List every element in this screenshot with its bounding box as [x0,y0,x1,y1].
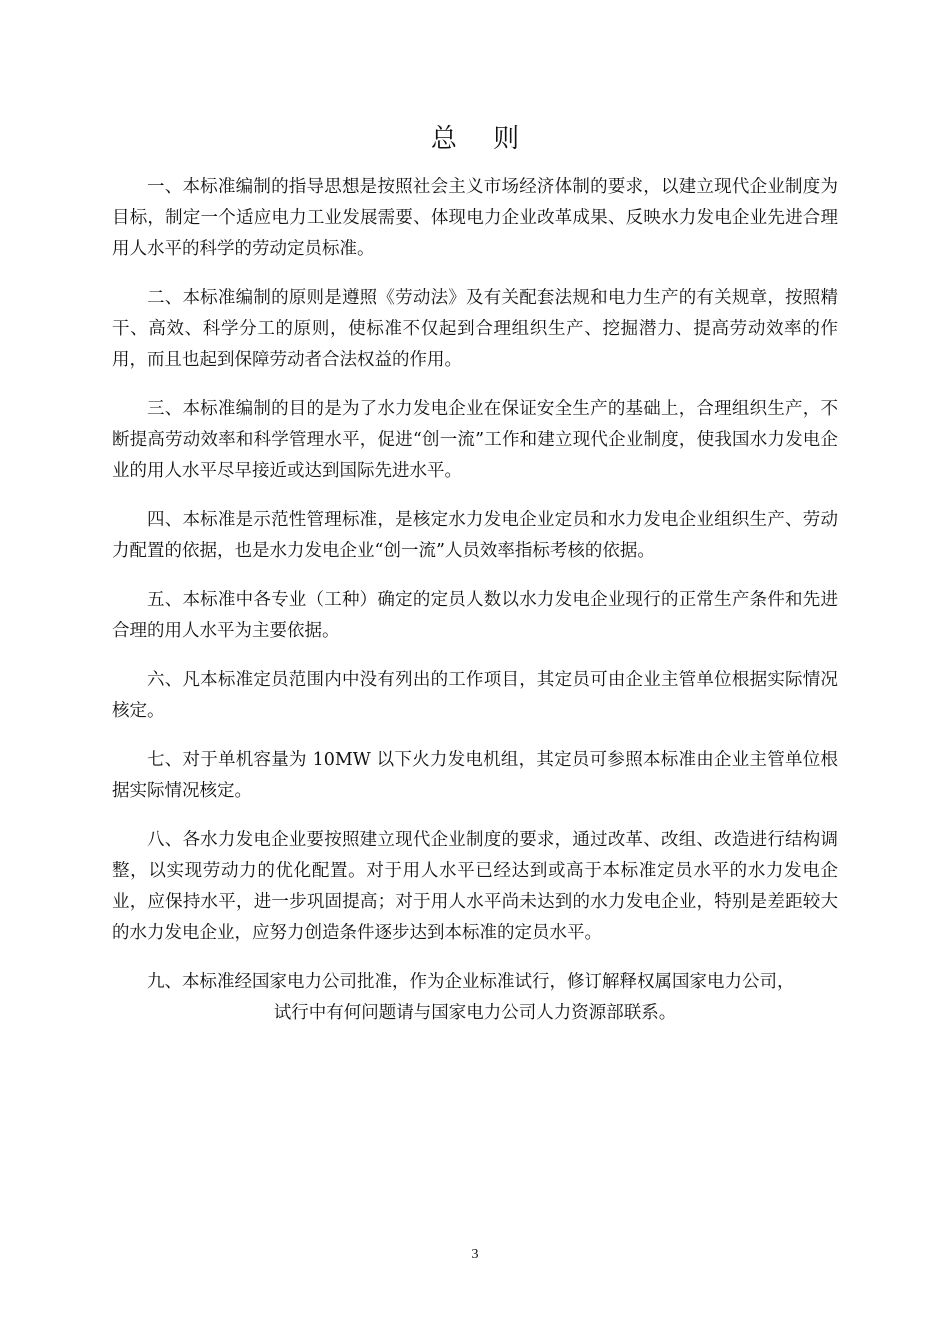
page-title: 总 则 [430,124,534,154]
paragraph-2: 二、本标准编制的原则是遵照《劳动法》及有关配套法规和电力生产的有关规章，按照精干、高效、科学分工的原则，使标准不仅起到合理组织生产、挖掘潜力、提高劳动效率的作用，而且也起到保障劳动者合法权益的作用。 [112,288,838,370]
paragraph-4: 四、本标准是示范性管理标准，是核定水力发电企业定员和水力发电企业组织生产、劳动力配置的依据，也是水力发电企业“创一流”人员效率指标考核的依据。 [112,510,838,561]
paragraph-5: 五、本标准中各专业（工种）确定的定员人数以水力发电企业现行的正常生产条件和先进合理的用人水平为主要依据。 [112,590,838,641]
paragraph-8: 八、各水力发电企业要按照建立现代企业制度的要求，通过改革、改组、改造进行结构调整，以实现劳动力的优化配置。对于用人水平已经达到或高于本标准定员水平的水力发电企业，应保持水平，进一步巩固提高；对于用人水平尚未达到的水力发电企业，特别是差距较大的水力发电企业，应努力创造条件逐步达到本标准的定员水平。 [112,830,838,943]
page-number: 3 [471,1247,479,1262]
document-body [112,172,838,1047]
paragraph-1: 一、本标准编制的指导思想是按照社会主义市场经济体制的要求，以建立现代企业制度为目标，制定一个适应电力工业发展需要、体现电力企业改革成果、反映水力发电企业先进合理用人水平的科学的劳动定员标准。 [112,177,838,259]
paragraph-9 [112,967,838,1029]
paragraph-9-line-1: 九、本标准经国家电力公司批准，作为企业标准试行，修订解释权属国家电力公司， [147,972,795,992]
paragraph-9-line-2: 试行中有何问题请与国家电力公司人力资源部联系。 [273,1003,677,1023]
paragraph-6: 六、凡本标准定员范围内中没有列出的工作项目，其定员可由企业主管单位根据实际情况核定。 [112,670,838,721]
paragraph-7: 七、对于单机容量为 10MW 以下火力发电机组，其定员可参照本标准由企业主管单位根据实际情况核定。 [112,750,838,801]
paragraph-3: 三、本标准编制的目的是为了水力发电企业在保证安全生产的基础上，合理组织生产，不断提高劳动效率和科学管理水平，促进“创一流”工作和建立现代企业制度，使我国水力发电企业的用人水平尽早接近或达到国际先进水平。 [112,399,838,481]
